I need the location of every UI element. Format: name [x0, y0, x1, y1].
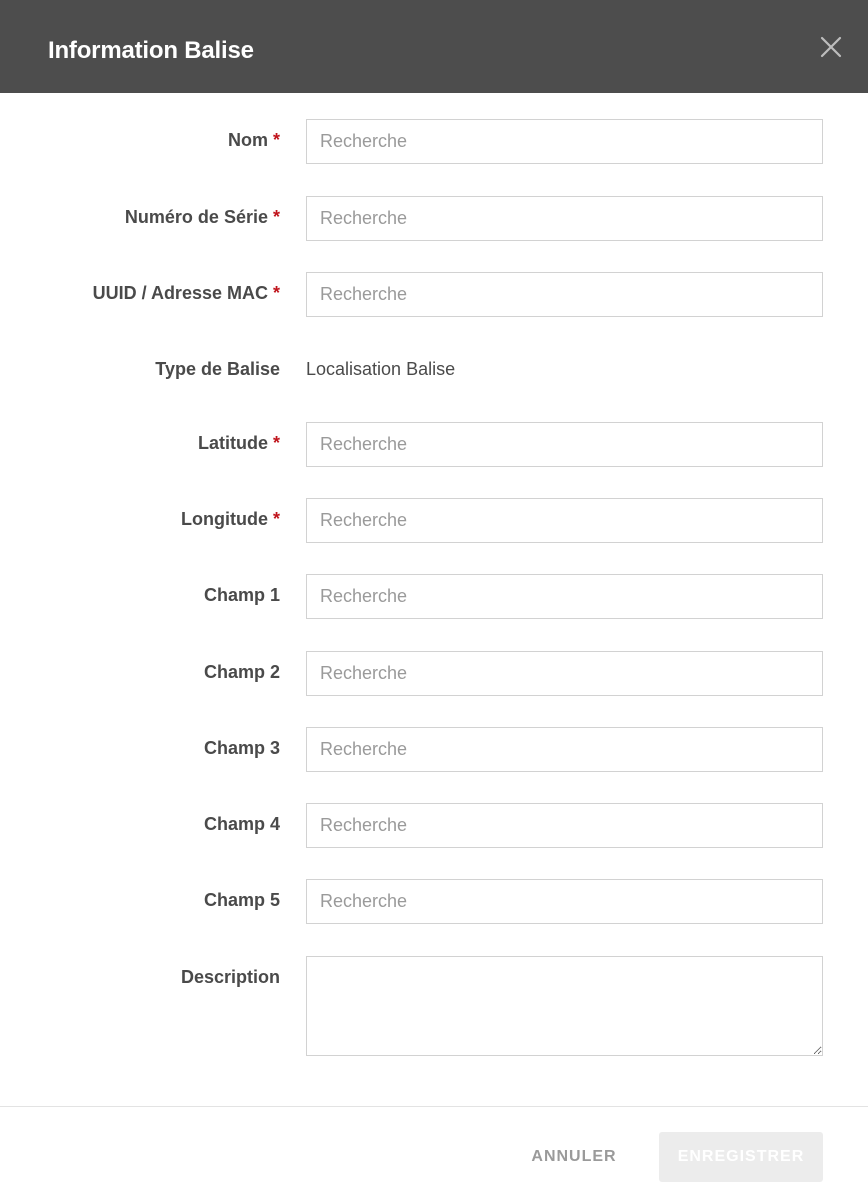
champ2-label: Champ 2	[203, 662, 280, 682]
longitude-label-text: Longitude	[181, 509, 268, 529]
numero-serie-label-text: Numéro de Série	[124, 207, 268, 227]
longitude-input[interactable]	[306, 498, 823, 543]
nom-label	[228, 130, 280, 151]
numero-serie-label	[125, 207, 280, 228]
required-mark: *	[272, 283, 280, 303]
cancel-button[interactable]: ANNULER	[512, 1132, 636, 1182]
dialog-header	[0, 0, 868, 93]
description-textarea[interactable]	[306, 956, 823, 1056]
uuid-mac-input[interactable]	[306, 272, 823, 317]
latitude-label-text: Latitude	[197, 433, 268, 453]
champ4-input[interactable]	[306, 803, 823, 848]
required-mark: *	[272, 207, 280, 227]
nom-input[interactable]	[306, 119, 823, 164]
champ5-input[interactable]	[306, 879, 823, 924]
close-icon[interactable]	[818, 34, 844, 60]
required-mark: *	[272, 433, 280, 453]
footer-divider	[0, 1106, 868, 1107]
nom-label-text: Nom	[227, 130, 268, 150]
champ5-label: Champ 5	[203, 890, 280, 910]
type-balise-value: Localisation Balise	[306, 359, 456, 379]
latitude-input[interactable]	[306, 422, 823, 467]
save-button[interactable]: ENREGISTRER	[659, 1132, 823, 1182]
type-balise-label: Type de Balise	[155, 359, 280, 379]
latitude-label	[198, 433, 280, 454]
champ3-label: Champ 3	[203, 738, 280, 758]
uuid-mac-label	[93, 283, 280, 304]
description-label: Description	[180, 967, 280, 987]
required-mark: *	[272, 130, 280, 150]
champ2-input[interactable]	[306, 651, 823, 696]
numero-serie-input[interactable]	[306, 196, 823, 241]
champ1-input[interactable]	[306, 574, 823, 619]
champ3-input[interactable]	[306, 727, 823, 772]
longitude-label	[181, 509, 280, 530]
uuid-mac-label-text: UUID / Adresse MAC	[92, 283, 268, 303]
required-mark: *	[272, 509, 280, 529]
champ4-label: Champ 4	[203, 814, 280, 834]
dialog-title: Information Balise	[48, 37, 254, 64]
champ1-label: Champ 1	[203, 585, 280, 605]
